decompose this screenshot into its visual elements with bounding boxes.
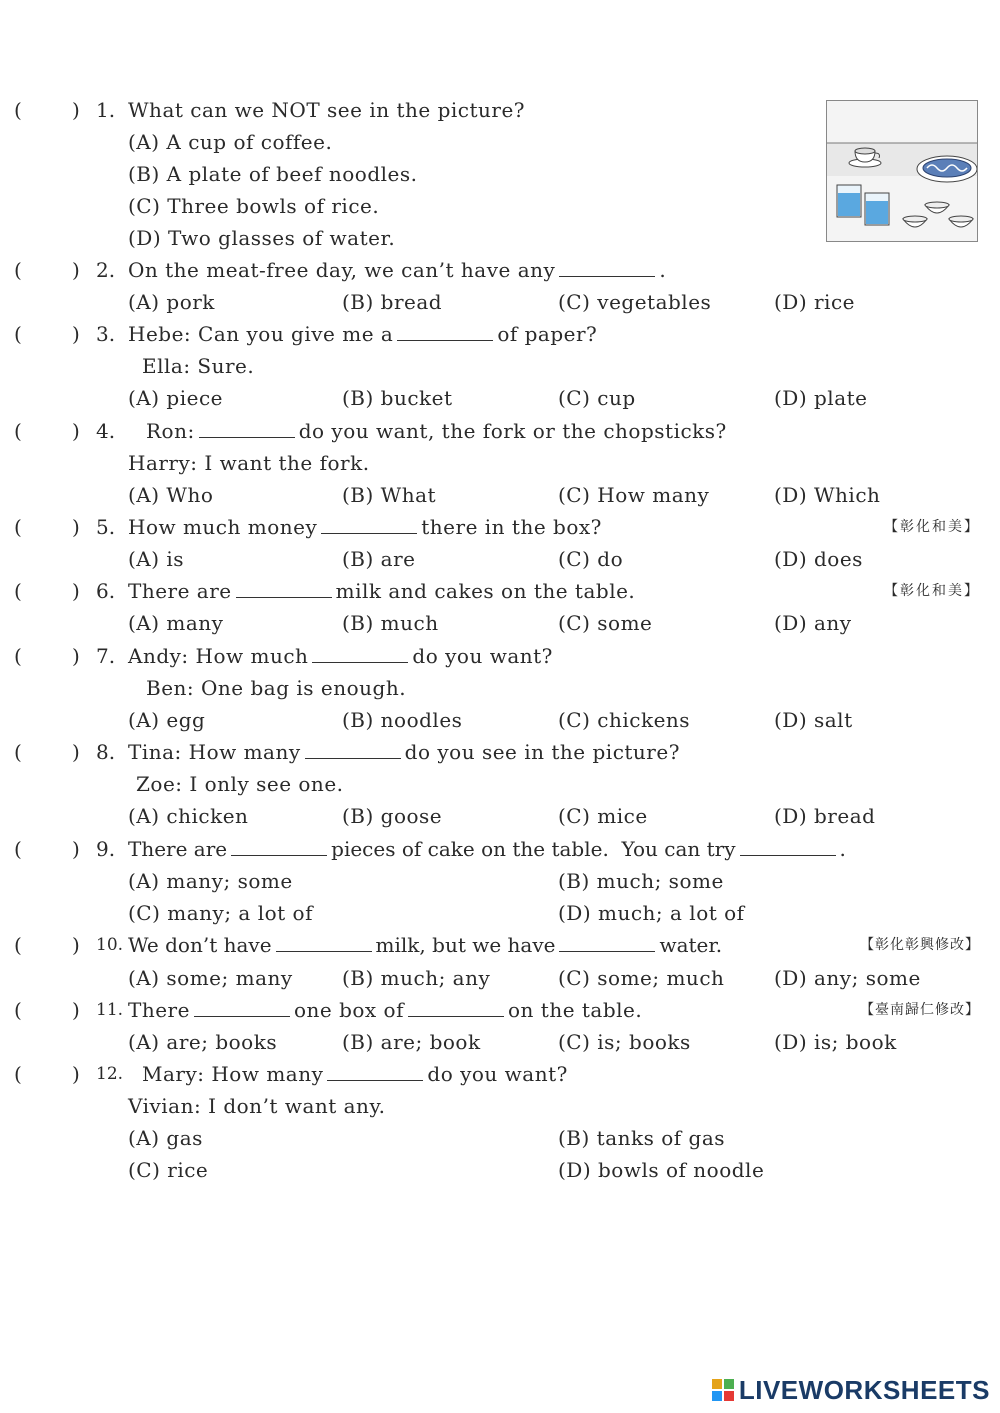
option-7d: (D) salt bbox=[774, 708, 853, 732]
fill-blank bbox=[236, 581, 332, 598]
option-10d: (D) any; some bbox=[774, 966, 921, 990]
source-tag-5: 【彰化和美】 bbox=[884, 519, 980, 535]
fill-blank bbox=[740, 839, 836, 856]
question-text-9: There are pieces of cake on the table. You can try . bbox=[128, 837, 846, 861]
option-5a: (A) is bbox=[128, 547, 185, 571]
question-text-11: There one box of on the table. bbox=[128, 998, 643, 1022]
option-1a: (A) A cup of coffee. bbox=[128, 130, 333, 154]
option-4a: (A) Who bbox=[128, 483, 214, 507]
option-10c: (C) some; much bbox=[558, 966, 725, 990]
question-text-4: Ron: do you want, the fork or the chopsticks? bbox=[146, 419, 727, 443]
fill-blank bbox=[559, 935, 655, 952]
question-text-6: There are milk and cakes on the table. bbox=[128, 579, 636, 603]
liveworksheets-logo-icon bbox=[711, 1378, 735, 1402]
option-11a: (A) are; books bbox=[128, 1030, 278, 1054]
question-number-9: 9. bbox=[96, 837, 116, 861]
option-9c: (C) many; a lot of bbox=[128, 901, 313, 925]
option-5c: (C) do bbox=[558, 547, 624, 571]
question-number-12: 12. bbox=[96, 1064, 124, 1084]
option-1d: (D) Two glasses of water. bbox=[128, 226, 396, 250]
option-10b: (B) much; any bbox=[342, 966, 491, 990]
option-6d: (D) any bbox=[774, 611, 852, 635]
option-7b: (B) noodles bbox=[342, 708, 463, 732]
option-9a: (A) many; some bbox=[128, 869, 293, 893]
question-text-2: On the meat-free day, we can’t have any . bbox=[128, 258, 667, 282]
question-dialog-7: Ben: One bag is enough. bbox=[146, 676, 407, 700]
fill-blank bbox=[199, 421, 295, 438]
question-number-8: 8. bbox=[96, 740, 116, 764]
option-8c: (C) mice bbox=[558, 804, 648, 828]
fill-blank bbox=[231, 839, 327, 856]
fill-blank bbox=[312, 646, 408, 663]
option-4b: (B) What bbox=[342, 483, 437, 507]
question-number-10: 10. bbox=[96, 935, 124, 955]
question-text-10: We don’t have milk, but we have water. bbox=[128, 933, 723, 957]
option-8a: (A) chicken bbox=[128, 804, 249, 828]
option-1c: (C) Three bowls of rice. bbox=[128, 194, 380, 218]
question-number-5: 5. bbox=[96, 515, 116, 539]
source-tag-10: 【彰化彰興修改】 bbox=[860, 937, 980, 953]
option-4c: (C) How many bbox=[558, 483, 710, 507]
food-table-icon bbox=[827, 101, 977, 241]
option-2d: (D) rice bbox=[774, 290, 855, 314]
option-12b: (B) tanks of gas bbox=[558, 1126, 726, 1150]
option-2a: (A) pork bbox=[128, 290, 215, 314]
question-number-6: 6. bbox=[96, 579, 116, 603]
question-text-3: Hebe: Can you give me a of paper? bbox=[128, 322, 598, 346]
source-tag-11: 【臺南歸仁修改】 bbox=[860, 1002, 980, 1018]
option-8b: (B) goose bbox=[342, 804, 443, 828]
option-11d: (D) is; book bbox=[774, 1030, 897, 1054]
question-dialog-12: Vivian: I don’t want any. bbox=[128, 1094, 386, 1118]
option-12c: (C) rice bbox=[128, 1158, 209, 1182]
fill-blank bbox=[321, 517, 417, 534]
worksheet-page: ( ) 1. What can we NOT see in the picture? (A) A cup of coffee. (B) A plate of beef noodles. (C) Three bowls of rice. (D) Two glasses of water. ( ) 2. On the meat-free day, we can’t have any . (A) pork (B) bread (C) vegetables (D) rice ( ) 3. Hebe: Can you give me a of paper? Ella: Sure. (A) piece (B) bucket (C) cup (D) plate ( ) 4. Ron: do you want, the fork or the chopsticks? Harry: I want the fork. (A) Who (B) What (C) How many (D) Which ( ) 5. How much money there in the box? 【彰化和美】 (A) is (B) are (C) do (D) does ( ) 6. There are milk and cakes on the table. 【彰化和美】 (A) many (B) much (C) some (D) any ( ) 7. Andy: How much do you want? Ben: One bag is enough. (A) egg (B) noodles (C) chickens (D) salt ( ) 8. Tina: How many do you see in the picture? Zoe: I only see one. (A) chicken (B) goose (C) mice (D) bread ( ) 9. There are pieces of cake on the table. You can try . (A) many; some (B) much; some (C) many; a lot of (D) much; a lot of ( ) 10. We don’t have milk, but we have water. 【彰化彰興修改】 (A) some; many (B) much; any (C) some; much (D) any; some ( ) 11. There one box of on the table. 【臺南歸仁修改】 (A) are; books (B) are; book (C) is; books (D) is; book ( ) 12. Mary: How many do you want? Vivian: I don’t want any. (A) gas (B) tanks of gas (C) rice (D) bowls of noodle LIVEWORKSHEETS bbox=[14, 98, 990, 1405]
fill-blank bbox=[194, 1000, 290, 1017]
question-number-2: 2. bbox=[96, 258, 116, 282]
question-dialog-8: Zoe: I only see one. bbox=[136, 772, 344, 796]
option-9d: (D) much; a lot of bbox=[558, 901, 745, 925]
option-12d: (D) bowls of noodle bbox=[558, 1158, 765, 1182]
option-2b: (B) bread bbox=[342, 290, 443, 314]
source-tag-6: 【彰化和美】 bbox=[884, 583, 980, 599]
liveworksheets-logo-text: LIVEWORKSHEETS bbox=[738, 1375, 990, 1405]
option-11c: (C) is; books bbox=[558, 1030, 691, 1054]
liveworksheets-logo[interactable] bbox=[711, 1375, 990, 1405]
option-4d: (D) Which bbox=[774, 483, 881, 507]
option-2c: (C) vegetables bbox=[558, 290, 712, 314]
option-5b: (B) are bbox=[342, 547, 416, 571]
question-text-7: Andy: How much do you want? bbox=[128, 644, 553, 668]
option-3c: (C) cup bbox=[558, 386, 636, 410]
option-3b: (B) bucket bbox=[342, 386, 453, 410]
option-6b: (B) much bbox=[342, 611, 439, 635]
question-text-5: How much money there in the box? bbox=[128, 515, 602, 539]
question-number-7: 7. bbox=[96, 644, 116, 668]
fill-blank bbox=[397, 324, 493, 341]
option-6a: (A) many bbox=[128, 611, 224, 635]
question-number-1: 1. bbox=[96, 98, 116, 122]
option-5d: (D) does bbox=[774, 547, 863, 571]
food-table-picture bbox=[826, 100, 978, 242]
option-6c: (C) some bbox=[558, 611, 653, 635]
fill-blank bbox=[305, 742, 401, 759]
question-number-3: 3. bbox=[96, 322, 116, 346]
question-text-8: Tina: How many do you see in the picture? bbox=[128, 740, 680, 764]
option-7c: (C) chickens bbox=[558, 708, 691, 732]
option-3d: (D) plate bbox=[774, 386, 868, 410]
option-3a: (A) piece bbox=[128, 386, 223, 410]
fill-blank bbox=[327, 1064, 423, 1081]
question-text-12: Mary: How many do you want? bbox=[142, 1062, 568, 1086]
question-text-1: What can we NOT see in the picture? bbox=[128, 98, 526, 122]
fill-blank bbox=[276, 935, 372, 952]
option-8d: (D) bread bbox=[774, 804, 876, 828]
fill-blank bbox=[559, 260, 655, 277]
option-9b: (B) much; some bbox=[558, 869, 724, 893]
option-1b: (B) A plate of beef noodles. bbox=[128, 162, 418, 186]
option-12a: (A) gas bbox=[128, 1126, 203, 1150]
question-number-4: 4. bbox=[96, 419, 116, 443]
option-7a: (A) egg bbox=[128, 708, 206, 732]
option-11b: (B) are; book bbox=[342, 1030, 481, 1054]
fill-blank bbox=[408, 1000, 504, 1017]
question-dialog-4: Harry: I want the fork. bbox=[128, 451, 370, 475]
option-10a: (A) some; many bbox=[128, 966, 293, 990]
question-number-11: 11. bbox=[96, 1000, 124, 1020]
question-dialog-3: Ella: Sure. bbox=[142, 354, 255, 378]
